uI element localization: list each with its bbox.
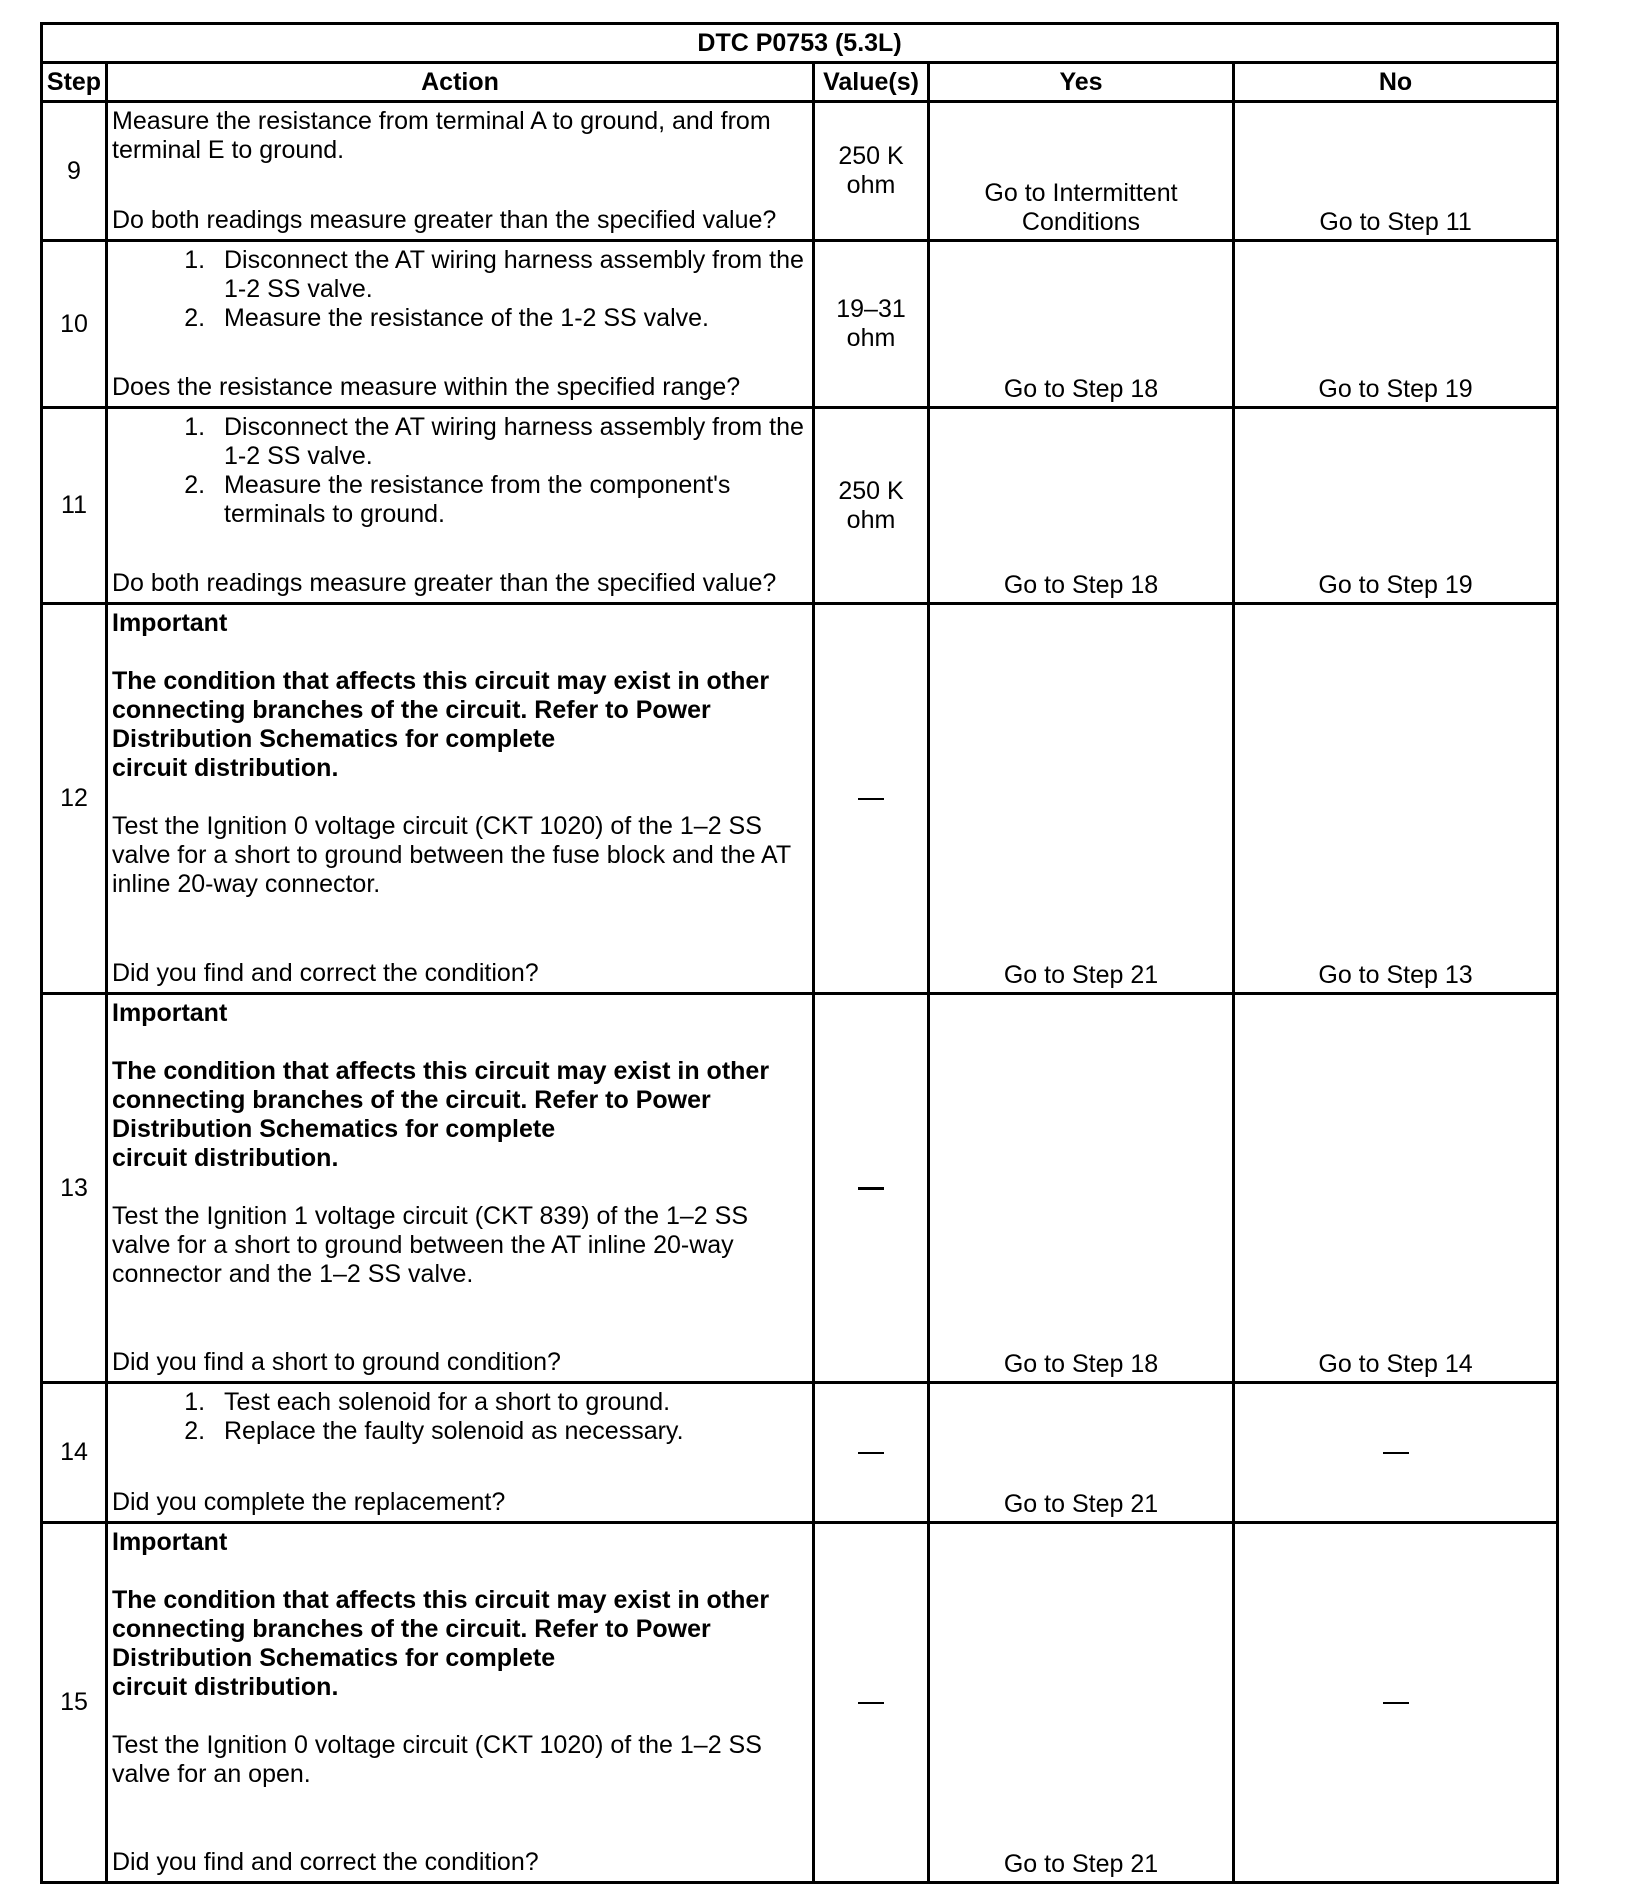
- important-line: circuit distribution.: [112, 1673, 339, 1701]
- no-cell: Go to Step 19: [1234, 408, 1558, 604]
- important-line: connecting branches of the circuit. Refer to Power: [112, 1086, 711, 1114]
- value-cell: [814, 1523, 929, 1883]
- dash-icon: [858, 1702, 884, 1704]
- action-cell: [107, 1383, 814, 1523]
- yes-text-line2: Conditions: [1021, 208, 1141, 236]
- action-cell: [107, 604, 814, 994]
- action-step: 1. Disconnect the AT wiring harness assembly from the 1-2 SS valve.: [212, 413, 804, 471]
- action-question: Did you find and correct the condition?: [112, 1848, 539, 1876]
- important-line: connecting branches of the circuit. Refer to Power: [112, 696, 711, 724]
- value-cell: [814, 994, 929, 1383]
- value-cell: [814, 408, 929, 604]
- action-step: 1. Disconnect the AT wiring harness assembly from the 1-2 SS valve.: [212, 246, 804, 304]
- value-cell: [814, 1383, 929, 1523]
- dash-icon: [858, 1187, 884, 1190]
- header-yes: Yes: [929, 63, 1234, 102]
- action-step: 2. Measure the resistance of the 1-2 SS valve.: [212, 304, 804, 333]
- value-cell: [814, 102, 929, 241]
- dash-icon: [858, 798, 884, 800]
- action-cell: [107, 102, 814, 241]
- action-step: 2. Replace the faulty solenoid as necessary.: [212, 1417, 804, 1446]
- action-step: 2. Measure the resistance from the component's terminals to ground.: [212, 471, 804, 529]
- important-line: Distribution Schematics for complete: [112, 1115, 556, 1143]
- step-number: 13: [42, 994, 107, 1383]
- action-question: Do both readings measure greater than the specified value?: [112, 206, 777, 234]
- action-text: Test the Ignition 1 voltage circuit (CKT 839) of the 1–2 SS valve for a short to ground between the AT inline 20-way connector and the 1–2 SS valve.: [112, 1202, 748, 1288]
- header-action: Action: [107, 63, 814, 102]
- important-heading: Important: [112, 1528, 228, 1556]
- yes-cell: Go to Step 21: [929, 1523, 1234, 1883]
- yes-cell: Go to Step 21: [929, 604, 1234, 994]
- action-text: Test the Ignition 0 voltage circuit (CKT 1020) of the 1–2 SS valve for a short to ground between the fuse block and the AT inline 20-way connector.: [112, 812, 791, 898]
- value-amount: 250 K: [838, 476, 904, 505]
- no-cell: Go to Step 14: [1234, 994, 1558, 1383]
- table-row: [42, 241, 1558, 408]
- header-values: Value(s): [814, 63, 929, 102]
- important-line: Distribution Schematics for complete: [112, 725, 556, 753]
- important-line: connecting branches of the circuit. Refer to Power: [112, 1615, 711, 1643]
- action-question: Do both readings measure greater than the specified value?: [112, 569, 777, 597]
- value-unit: ohm: [846, 324, 896, 352]
- value-unit: ohm: [846, 171, 896, 199]
- no-cell: [1234, 1523, 1558, 1883]
- header-no: No: [1234, 63, 1558, 102]
- important-line: The condition that affects this circuit may exist in other: [112, 1057, 770, 1085]
- step-number: 12: [42, 604, 107, 994]
- value-amount: 19–31: [836, 295, 906, 323]
- important-line: circuit distribution.: [112, 754, 339, 782]
- important-heading: Important: [112, 999, 228, 1027]
- action-text: Test the Ignition 0 voltage circuit (CKT 1020) of the 1–2 SS valve for an open.: [112, 1731, 762, 1788]
- table-row: [42, 1383, 1558, 1523]
- action-cell: [107, 1523, 814, 1883]
- step-number: 14: [42, 1383, 107, 1523]
- action-question: Did you find a short to ground condition?: [112, 1348, 561, 1376]
- table-row: [42, 994, 1558, 1383]
- action-text: Measure the resistance from terminal A to ground, and from terminal E to ground.: [112, 107, 771, 164]
- step-number: 11: [42, 408, 107, 604]
- yes-cell: Go to Step 18: [929, 241, 1234, 408]
- step-number: 10: [42, 241, 107, 408]
- yes-cell: Go to Step 18: [929, 994, 1234, 1383]
- no-cell: Go to Step 11: [1234, 102, 1558, 241]
- action-cell: [107, 241, 814, 408]
- action-question: Did you complete the replacement?: [112, 1488, 506, 1516]
- value-amount: 250 K: [838, 142, 904, 170]
- value-cell: [814, 241, 929, 408]
- action-question: Did you find and correct the condition?: [112, 959, 539, 987]
- table-row: [42, 408, 1558, 604]
- action-question: Does the resistance measure within the specified range?: [112, 373, 741, 401]
- dash-icon: [1383, 1702, 1409, 1704]
- yes-text-line1: Go to Intermittent: [984, 179, 1178, 207]
- table-row: [42, 102, 1558, 241]
- dash-icon: [858, 1452, 884, 1454]
- yes-cell: [929, 102, 1234, 241]
- yes-cell: Go to Step 21: [929, 1383, 1234, 1523]
- step-number: 15: [42, 1523, 107, 1883]
- dash-icon: [1383, 1452, 1409, 1454]
- important-line: The condition that affects this circuit may exist in other: [112, 667, 770, 695]
- table-row: [42, 604, 1558, 994]
- diagnostic-table: [40, 22, 1559, 1884]
- table-row: [42, 1523, 1558, 1883]
- no-cell: Go to Step 13: [1234, 604, 1558, 994]
- step-number: 9: [42, 102, 107, 241]
- action-steps: [112, 1388, 804, 1446]
- header-step: Step: [42, 63, 107, 102]
- value-unit: ohm: [846, 505, 896, 534]
- important-line: circuit distribution.: [112, 1144, 339, 1172]
- action-step: 1. Test each solenoid for a short to ground.: [212, 1388, 804, 1417]
- important-line: The condition that affects this circuit may exist in other: [112, 1586, 770, 1614]
- no-cell: Go to Step 19: [1234, 241, 1558, 408]
- action-cell: [107, 408, 814, 604]
- no-cell: [1234, 1383, 1558, 1523]
- important-line: Distribution Schematics for complete: [112, 1644, 556, 1672]
- important-note: [112, 1057, 804, 1173]
- important-note: [112, 1586, 804, 1702]
- yes-cell: Go to Step 18: [929, 408, 1234, 604]
- important-note: [112, 667, 804, 783]
- value-cell: [814, 604, 929, 994]
- action-steps: [112, 413, 804, 529]
- action-steps: [112, 246, 804, 333]
- important-heading: Important: [112, 609, 228, 637]
- table-title: DTC P0753 (5.3L): [42, 24, 1558, 63]
- action-cell: [107, 994, 814, 1383]
